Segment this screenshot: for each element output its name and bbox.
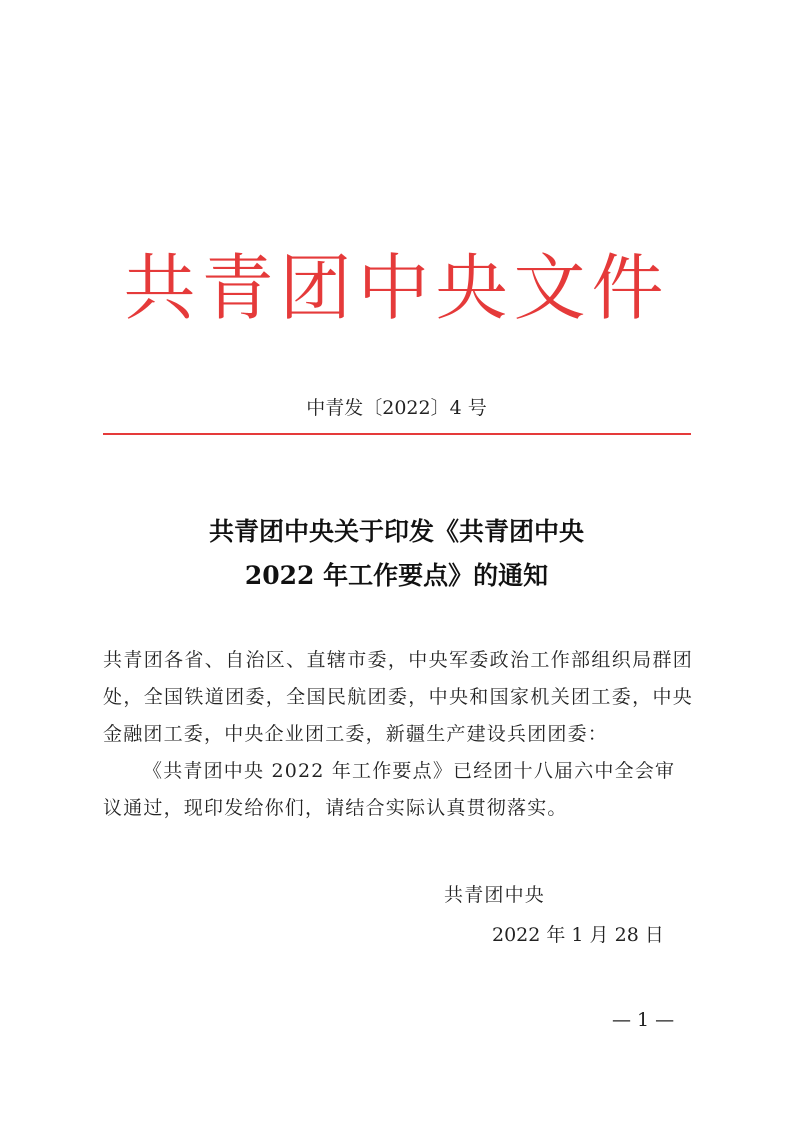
page-number: — 1 — <box>612 1009 675 1031</box>
body-paragraph <box>103 753 693 827</box>
signature-date: 2022 年 1 月 28 日 <box>492 924 664 946</box>
notice-title-line-1: 共青团中央关于印发《共青团中央 <box>208 517 584 546</box>
document-number: 中青发〔2022〕4 号 <box>306 397 487 419</box>
notice-title <box>0 510 793 598</box>
signature-organization: 共青团中央 <box>444 884 546 906</box>
recipients-paragraph: 共青团各省、自治区、直辖市委，中央军委政治工作部组织局群团处，全国铁道团委，全国民航团委，中央和国家机关团工委，中央金融团工委，中央企业团工委，新疆生产建设兵团团委： <box>103 649 693 745</box>
body-text: 《共青团中央 2022 年工作要点》已经团十八届六中全会审议通过，现印发给你们，请结合实际认真贯彻落实。 <box>103 760 676 819</box>
red-divider-line <box>103 433 691 435</box>
notice-title-line-2: 2022 年工作要点》的通知 <box>244 561 549 590</box>
masthead-title: 共青团中央文件 <box>123 246 670 330</box>
